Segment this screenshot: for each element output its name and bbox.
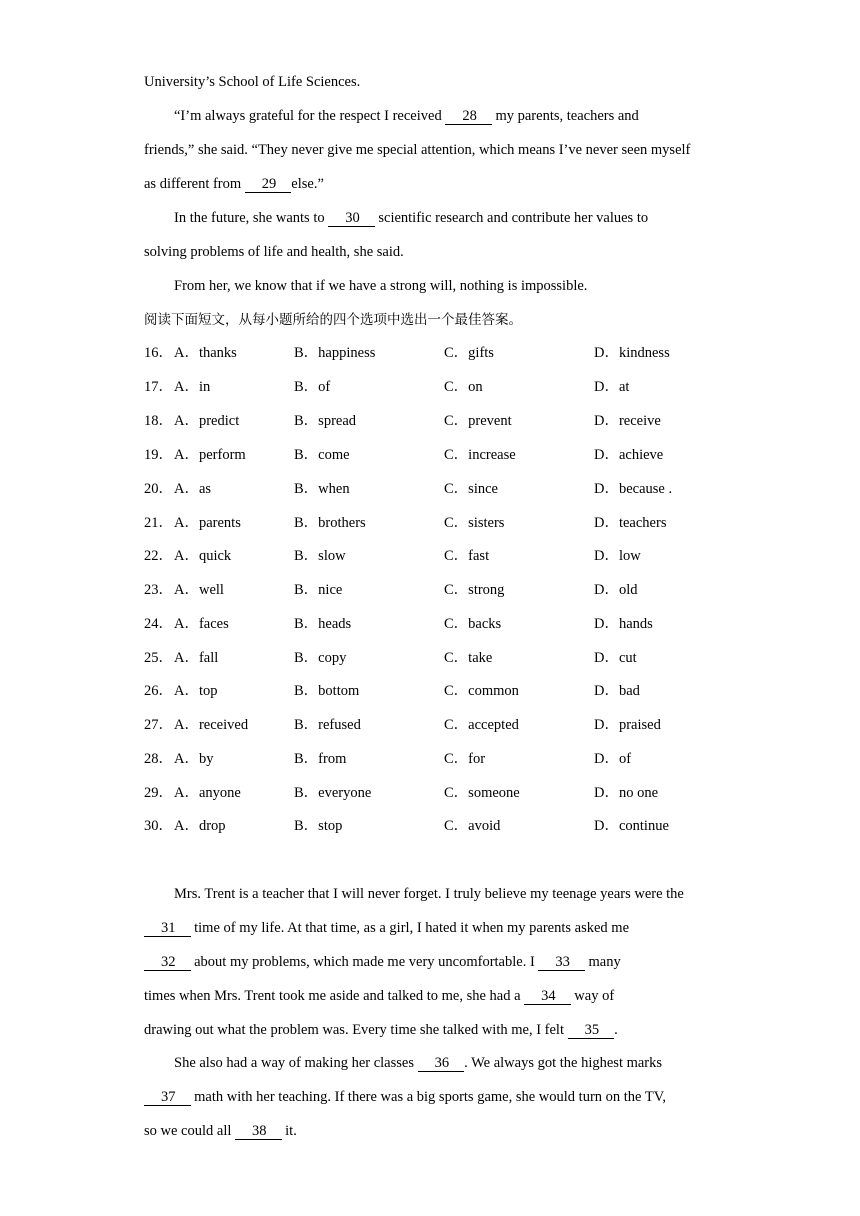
- question-number: 16．: [144, 345, 173, 361]
- option-a[interactable]: A．by: [174, 751, 214, 767]
- blank-30: [328, 210, 375, 227]
- passage-line: [144, 174, 324, 194]
- passage-line: [174, 208, 648, 228]
- question-row: [144, 816, 724, 836]
- option-c[interactable]: C．since: [444, 481, 498, 497]
- option-a[interactable]: A．anyone: [174, 785, 241, 801]
- option-b[interactable]: B．slow: [294, 548, 346, 564]
- blank-37: [144, 1089, 191, 1106]
- option-d[interactable]: D．cut: [594, 650, 637, 666]
- option-b[interactable]: B．of: [294, 379, 331, 395]
- question-number: 26．: [144, 683, 173, 699]
- option-b[interactable]: B．from: [294, 751, 347, 767]
- question-row: [144, 479, 724, 499]
- question-number: 19．: [144, 447, 173, 463]
- option-b[interactable]: B．brothers: [294, 515, 366, 531]
- option-c[interactable]: C．backs: [444, 616, 502, 632]
- text: From her, we know that if we have a strong will, nothing is impossible.: [174, 278, 588, 294]
- option-b[interactable]: B．nice: [294, 582, 343, 598]
- option-a[interactable]: A．well: [174, 582, 224, 598]
- question-row: [144, 783, 724, 803]
- text: else.”: [291, 176, 324, 192]
- option-b[interactable]: B．happiness: [294, 345, 376, 361]
- option-d[interactable]: D．kindness: [594, 345, 670, 361]
- option-b[interactable]: B．copy: [294, 650, 347, 666]
- option-c[interactable]: C．someone: [444, 785, 520, 801]
- text: University’s School of Life Sciences.: [144, 74, 361, 90]
- option-b[interactable]: B．come: [294, 447, 350, 463]
- question-number: 20．: [144, 481, 173, 497]
- text: . We always got the highest marks: [464, 1055, 663, 1071]
- option-b[interactable]: B．heads: [294, 616, 352, 632]
- question-number: 27．: [144, 717, 173, 733]
- question-row: [144, 377, 724, 397]
- text: time of my life. At that time, as a girl, I hated it when my parents asked me: [190, 920, 630, 936]
- question-row: [144, 411, 724, 431]
- text: math with her teaching. If there was a big sports game, she would turn on the TV,: [190, 1089, 666, 1105]
- question-row: [144, 343, 724, 363]
- option-c[interactable]: C．gifts: [444, 345, 494, 361]
- option-a[interactable]: A．predict: [174, 413, 240, 429]
- option-a[interactable]: A．drop: [174, 818, 226, 834]
- passage-line: [144, 242, 404, 262]
- blank-number: 35: [584, 1022, 600, 1038]
- blank-38: [235, 1123, 282, 1140]
- text: times when Mrs. Trent took me aside and talked to me, she had a: [144, 988, 525, 1004]
- passage-line: [144, 72, 360, 92]
- text: as different from: [144, 176, 245, 192]
- option-a[interactable]: A．parents: [174, 515, 241, 531]
- option-b[interactable]: B．spread: [294, 413, 357, 429]
- option-b[interactable]: B．everyone: [294, 785, 372, 801]
- blank-36: [418, 1055, 465, 1072]
- option-d[interactable]: D．praised: [594, 717, 661, 733]
- question-number: 21．: [144, 515, 173, 531]
- blank-number: 32: [161, 954, 176, 970]
- option-a[interactable]: A．as: [174, 481, 212, 497]
- instruction-text: 阅读下面短文，从每小题所给的四个选项中选出一个最佳答案。: [144, 312, 522, 328]
- question-number: 25．: [144, 650, 173, 666]
- blank-number: 29: [261, 176, 277, 192]
- question-number: 28．: [144, 751, 173, 767]
- option-c[interactable]: C．take: [444, 650, 493, 666]
- blank-number: 30: [345, 210, 360, 226]
- passage-line: [144, 1087, 666, 1107]
- blank-number: 31: [161, 920, 176, 936]
- option-c[interactable]: C．avoid: [444, 818, 501, 834]
- option-c[interactable]: C．on: [444, 379, 483, 395]
- text: my parents, teachers and: [491, 108, 639, 124]
- blank-number: 34: [541, 988, 556, 1004]
- passage-line: [174, 1053, 662, 1073]
- option-b[interactable]: B．stop: [294, 818, 343, 834]
- passage-line: [144, 986, 614, 1006]
- option-d[interactable]: D．hands: [594, 616, 653, 632]
- option-a[interactable]: A．received: [174, 717, 249, 733]
- option-c[interactable]: C．fast: [444, 548, 490, 564]
- option-d[interactable]: D．of: [594, 751, 632, 767]
- option-c[interactable]: C．strong: [444, 582, 505, 598]
- question-row: [144, 546, 724, 566]
- passage-line: [144, 140, 690, 160]
- blank-number: 37: [161, 1089, 176, 1105]
- text: solving problems of life and health, she said.: [144, 244, 404, 260]
- question-number: 17．: [144, 379, 173, 395]
- option-a[interactable]: A．fall: [174, 650, 219, 666]
- option-d[interactable]: D．teachers: [594, 515, 667, 531]
- blank-28: [445, 108, 492, 125]
- option-a[interactable]: A．quick: [174, 548, 232, 564]
- option-b[interactable]: B．bottom: [294, 683, 360, 699]
- text: friends,” she said. “They never give me special attention, which means I’ve never seen myself: [144, 142, 691, 158]
- text: .: [614, 1022, 618, 1038]
- question-number: 23．: [144, 582, 173, 598]
- option-a[interactable]: A．top: [174, 683, 218, 699]
- blank-31: [144, 920, 191, 937]
- option-d[interactable]: D．achieve: [594, 447, 664, 463]
- blank-33: [538, 954, 585, 971]
- option-a[interactable]: A．thanks: [174, 345, 237, 361]
- question-row: [144, 648, 724, 668]
- text: She also had a way of making her classes: [174, 1055, 418, 1071]
- blank-34: [524, 988, 571, 1005]
- blank-number: 33: [555, 954, 570, 970]
- option-d[interactable]: D．bad: [594, 683, 640, 699]
- option-c[interactable]: C．prevent: [444, 413, 512, 429]
- option-c[interactable]: C．for: [444, 751, 486, 767]
- text: In the future, she wants to: [174, 210, 329, 226]
- option-b[interactable]: B．refused: [294, 717, 361, 733]
- passage-line: [144, 1121, 297, 1141]
- blank-number: 28: [462, 108, 477, 124]
- question-number: 30．: [144, 818, 173, 834]
- text: many: [584, 954, 621, 970]
- option-c[interactable]: C．sisters: [444, 515, 505, 531]
- blank-number: 38: [252, 1123, 267, 1139]
- blank-number: 36: [434, 1055, 450, 1071]
- question-row: [144, 580, 724, 600]
- option-c[interactable]: C．increase: [444, 447, 516, 463]
- passage-line: [174, 276, 587, 296]
- text: scientific research and contribute her values to: [374, 210, 649, 226]
- question-number: 24．: [144, 616, 173, 632]
- passage-line: [144, 918, 629, 938]
- question-row: [144, 513, 724, 533]
- question-number: 29．: [144, 785, 173, 801]
- blank-35: [568, 1022, 615, 1039]
- text: drawing out what the problem was. Every time she talked with me, I felt: [144, 1022, 568, 1038]
- blank-29: [245, 176, 292, 193]
- blank-32: [144, 954, 191, 971]
- question-number: 18．: [144, 413, 173, 429]
- text: about my problems, which made me very uncomfortable. I: [190, 954, 539, 970]
- passage-line: [174, 884, 684, 904]
- text: way of: [570, 988, 615, 1004]
- option-d[interactable]: D．low: [594, 548, 641, 564]
- option-d[interactable]: D．receive: [594, 413, 661, 429]
- option-c[interactable]: C．accepted: [444, 717, 519, 733]
- question-row: [144, 614, 724, 634]
- option-d[interactable]: D．continue: [594, 818, 669, 834]
- passage-line: [144, 952, 621, 972]
- question-row: [144, 715, 724, 735]
- question-row: [144, 681, 724, 701]
- question-row: [144, 749, 724, 769]
- text: “I’m always grateful for the respect I received: [174, 108, 446, 124]
- instruction: [144, 310, 522, 330]
- option-b[interactable]: B．when: [294, 481, 350, 497]
- option-c[interactable]: C．common: [444, 683, 519, 699]
- text: it.: [281, 1123, 297, 1139]
- option-a[interactable]: A．in: [174, 379, 211, 395]
- text: Mrs. Trent is a teacher that I will never forget. I truly believe my teenage years were the: [174, 886, 684, 902]
- option-d[interactable]: D．old: [594, 582, 638, 598]
- option-d[interactable]: D．because .: [594, 481, 673, 497]
- option-d[interactable]: D．at: [594, 379, 630, 395]
- option-a[interactable]: A．faces: [174, 616, 229, 632]
- option-d[interactable]: D．no one: [594, 785, 659, 801]
- question-number: 22．: [144, 548, 173, 564]
- passage-line: [144, 1020, 618, 1040]
- passage-line: [174, 106, 639, 126]
- option-a[interactable]: A．perform: [174, 447, 246, 463]
- question-row: [144, 445, 724, 465]
- text: so we could all: [144, 1123, 236, 1139]
